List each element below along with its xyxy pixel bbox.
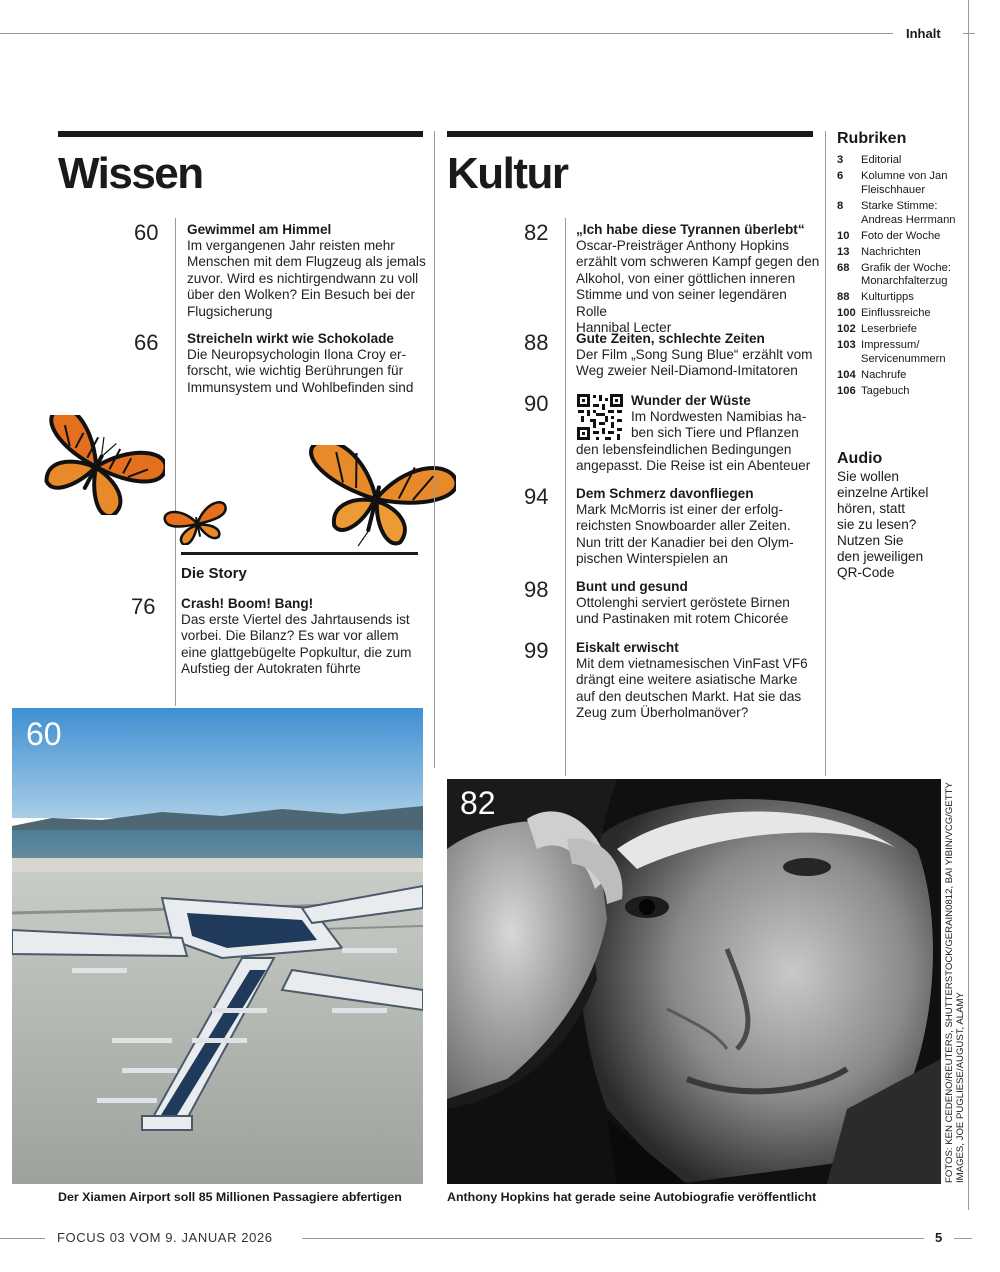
rubriken-label: Editorial [861,154,902,166]
rubriken-label: Tagebuch [861,385,910,398]
entry-title[interactable]: Bunt und gesund [576,579,688,594]
entry-line: erzählt vom schweren Kampf gegen den [576,254,820,270]
rubriken-title: Rubriken [837,130,907,147]
airport-photo[interactable] [12,708,423,1184]
rubriken-label: Starke Stimme: Andreas Herrmann [861,199,956,226]
rubriken-label: Foto der Woche [861,229,941,242]
rubriken-num: 106 [837,385,856,398]
butterfly-large-right [296,445,456,553]
kultur-entry-6-num: 99 [524,638,549,663]
rubriken-label: Kulturtipps [861,291,914,304]
rubriken-num: 13 [837,245,850,258]
wissen-title: Wissen [58,149,203,198]
entry-line: vorbei. Die Bilanz? Es war vor allem [181,628,399,644]
footer-issue: FOCUS 03 VOM 9. JANUAR 2026 [57,1230,273,1245]
airport-photo-page-number: 60 [26,716,62,752]
rubriken-item[interactable] [837,307,962,321]
rubriken-item[interactable] [837,291,962,305]
wissen-rule [58,131,423,137]
hopkins-caption: Anthony Hopkins hat gerade seine Autobiografie veröffentlicht [447,1190,817,1204]
kultur-column-line [565,218,566,776]
credit-line: IMAGES, JOE PUGLIESE/AUGUST, ALAMY [955,992,966,1183]
top-rule-end [963,33,975,34]
footer-rule-end [954,1238,972,1239]
butterfly-large-left [30,415,165,515]
entry-line: ben sich Tiere und Pflanzen [631,425,799,441]
rubriken-item[interactable] [837,339,962,367]
entry-line: Weg zweier Neil-Diamond-Imitatoren [576,363,798,379]
rubriken-item[interactable] [837,323,962,337]
sidebar-column-line [825,131,826,776]
entry-line: Alkohol, von einer göttlichen inneren [576,270,796,286]
audio-text [837,469,947,581]
entry-line: reichsten Snowboarder aller Zeiten. [576,518,791,534]
entry-title[interactable]: Wunder der Wüste [631,393,751,408]
entry-line: den lebensfeindlichen Bedingungen [576,442,792,457]
entry-title[interactable]: Streicheln wirkt wie Schokolade [187,331,394,346]
rubriken-num: 88 [837,291,850,304]
wissen-entry-1[interactable] [187,221,427,320]
hopkins-photo-page-number: 82 [460,785,496,821]
entry-line: Nun tritt der Kanadier bei den Olym- [576,534,794,550]
rubriken-item[interactable] [837,369,962,383]
kultur-entry-6[interactable] [576,639,821,722]
rubriken-label: Impressum/ Servicenummern [861,339,946,366]
entry-line: Zeug zum Überholmanöver? [576,705,749,721]
rubriken-item[interactable] [837,230,962,244]
kultur-entry-4[interactable] [576,485,821,568]
entry-line: Im vergangenen Jahr reisten mehr [187,238,395,253]
rubriken-list [837,154,962,401]
kultur-rule [447,131,813,137]
airport-caption: Der Xiamen Airport soll 85 Millionen Passagiere abfertigen [58,1190,402,1204]
entry-line: pischen Winterspielen an [576,551,728,567]
kultur-entry-3-head[interactable] [631,392,821,442]
kultur-entry-1[interactable] [576,221,821,336]
rubriken-item[interactable] [837,246,962,260]
audio-line: QR-Code [837,565,895,580]
audio-line: Nutzen Sie [837,533,904,548]
entry-title[interactable]: Eiskalt erwischt [576,640,679,655]
audio-line: hören, statt [837,501,906,516]
entry-line: Hannibal Lecter [576,320,672,336]
rubriken-label: Kolumne von Jan Fleischhauer [861,169,948,196]
qr-code-icon[interactable] [576,393,624,441]
airport-photo-image [12,708,423,1184]
kultur-title: Kultur [447,149,568,198]
entry-line: Mark McMorris ist einer der erfolg- [576,502,783,517]
right-margin-rule [968,0,969,1210]
rubriken-num: 68 [837,261,850,274]
entry-line: drängt eine weitere asiatische Marke [576,672,798,688]
entry-line: Der Film „Song Sung Blue“ erzählt vom [576,347,813,362]
top-rule [0,33,893,34]
entry-line: Mit dem vietnamesischen VinFast VF6 [576,656,808,671]
audio-line: sie zu lesen? [837,517,917,532]
wissen-entry-1-num: 60 [134,220,159,245]
rubriken-num: 6 [837,169,844,182]
rubriken-num: 100 [837,307,856,320]
wissen-column-line [175,218,176,706]
rubriken-num: 102 [837,323,856,336]
story-num: 76 [131,594,156,619]
rubriken-item[interactable] [837,200,962,228]
rubriken-label: Nachrufe [861,369,907,382]
entry-line: Die Neuropsychologin Ilona Croy er- [187,347,407,362]
rubriken-num: 10 [837,229,850,242]
entry-line: Immunsystem und Wohlbefinden sind [187,379,414,395]
audio-line: einzelne Artikel [837,485,929,500]
entry-title[interactable]: Gewimmel am Himmel [187,222,332,237]
kultur-entry-5[interactable] [576,578,821,628]
rubriken-item[interactable] [837,170,962,198]
rubriken-item[interactable] [837,154,962,168]
kultur-entry-5-num: 98 [524,577,549,602]
audio-line: Sie wollen [837,469,899,484]
entry-line: und Pastinaken mit rotem Chicorée [576,611,789,627]
rubriken-label: Leserbriefe [861,323,917,336]
entry-line: zuvor. Wird es nichtirgendwann zu voll [187,270,419,286]
entry-line: Aufstieg der Autokraten führte [181,661,361,677]
center-column-line [434,131,435,768]
entry-line: eine glattgebügelte Popkultur, die zum [181,644,412,660]
entry-title[interactable]: Crash! Boom! Bang! [181,596,314,611]
audio-line: den jeweiligen [837,549,924,564]
entry-line: Oscar-Preisträger Anthony Hopkins [576,238,790,253]
rubriken-label: Einflussreiche [861,307,931,320]
entry-title[interactable]: Dem Schmerz davonfliegen [576,486,754,501]
credit-line: FOTOS: KEN CEDENO/REUTERS, SHUTTERSTOCK/GERAIN0812, BAI YIBIN/VCG/GETTY [944,782,955,1183]
hopkins-photo-image [447,779,941,1184]
rubriken-num: 3 [837,154,844,166]
rubriken-label: Grafik der Woche: Monarchfalterzug [861,261,951,288]
page-number: 5 [935,1230,943,1245]
wissen-entry-2-num: 66 [134,330,159,355]
kultur-entry-4-num: 94 [524,484,549,509]
rubriken-item[interactable] [837,385,962,399]
rubriken-label: Nachrichten [861,245,921,258]
audio-title: Audio [837,450,883,467]
entry-line: Ottolenghi serviert geröstete Birnen [576,595,790,610]
butterfly-small [162,500,232,545]
hopkins-photo[interactable] [447,779,941,1184]
story-rule [181,552,418,555]
entry-line: Stimme und von seiner legendären Rolle [576,287,787,319]
entry-line: auf den deutschen Markt. Hat sie das [576,688,802,704]
rubriken-item[interactable] [837,262,962,290]
entry-line: Menschen mit dem Flugzeug als jemals [187,254,426,270]
entry-line: Im Nordwesten Namibias ha- [631,409,807,424]
footer-rule-left [0,1238,45,1239]
photo-credits [944,782,966,1183]
footer-rule-right [302,1238,924,1239]
entry-line: Das erste Viertel des Jahrtausends ist [181,612,410,627]
wissen-entry-2[interactable] [187,330,427,396]
entry-title[interactable]: Gute Zeiten, schlechte Zeiten [576,331,765,346]
entry-title[interactable]: „Ich habe diese Tyrannen überlebt“ [576,222,805,237]
kultur-entry-3-num: 90 [524,391,549,416]
entry-line: forscht, wie wichtig Berührungen für [187,363,404,379]
rubriken-num: 8 [837,199,844,212]
rubriken-num: 104 [837,369,856,382]
entry-line: über den Wolken? Ein Besuch bei der [187,287,415,303]
kultur-entry-2[interactable] [576,330,821,380]
story-entry[interactable] [181,595,421,678]
kultur-entry-3-body [576,442,821,475]
entry-line: angepasst. Die Reise ist ein Abenteuer [576,458,811,474]
rubriken-num: 103 [837,339,856,352]
page-tag: Inhalt [906,26,941,41]
story-label: Die Story [181,565,247,582]
kultur-entry-2-num: 88 [524,330,549,355]
kultur-entry-1-num: 82 [524,220,549,245]
entry-line: Flugsicherung [187,303,273,319]
